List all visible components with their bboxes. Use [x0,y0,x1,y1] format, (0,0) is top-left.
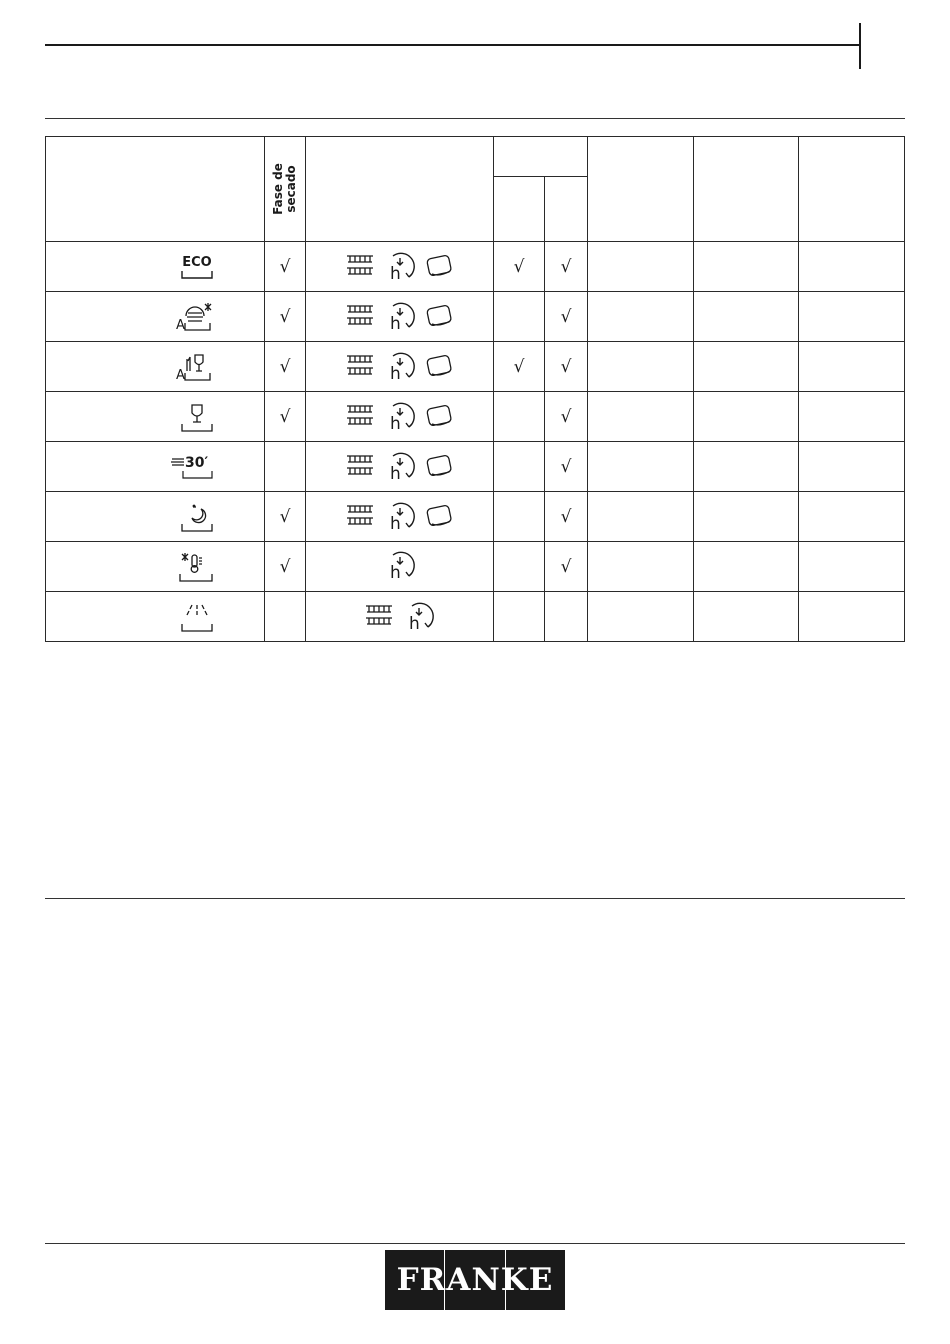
check-b: √ [545,392,588,442]
delay-timer-icon [383,451,417,481]
delay-timer-icon [383,501,417,531]
cell-col-6 [588,342,694,392]
header-col-8 [799,137,905,242]
svg-text:h: h [389,363,401,381]
table-row [46,542,905,592]
cell-col-6 [588,492,694,542]
options-cell [306,492,494,542]
cell-col-8 [799,242,905,292]
check-b [545,592,588,642]
cell-col-7 [694,492,799,542]
svg-text:h: h [389,413,401,431]
drying-check: √ [265,292,306,342]
svg-text:A: A [176,367,185,383]
options-cell [306,242,494,292]
header-drying-phase [265,137,306,242]
half-load-icon [345,253,375,279]
program-icon-cell [46,492,265,542]
program-icon-cell [46,442,265,492]
cell-col-7 [694,542,799,592]
svg-text:ECO: ECO [182,254,212,270]
half-load-icon [345,353,375,379]
cell-col-8 [799,292,905,342]
eco-program-icon [180,252,214,282]
delay-timer-icon [383,550,417,580]
brand-name: FRANKE [396,1262,554,1298]
quick-30-icon [170,452,214,482]
header-subcol-a [494,177,545,242]
cell-col-8 [799,542,905,592]
table-row [46,342,905,392]
svg-text:h: h [389,313,401,331]
options-cell [306,342,494,392]
program-icon-cell [46,342,265,392]
tablet-icon [425,403,455,429]
header-subcol-b [545,177,588,242]
program-icon-cell [46,542,265,592]
check-b: √ [545,342,588,392]
svg-text:h: h [389,463,401,481]
check-a [494,542,545,592]
cell-col-7 [694,442,799,492]
table-row [46,592,905,642]
svg-text:h: h [389,513,401,531]
half-load-icon [345,503,375,529]
auto-normal-icon [174,351,214,383]
table-row [46,242,905,292]
tablet-icon [425,353,455,379]
delay-timer-icon [383,351,417,381]
half-load-icon [345,403,375,429]
check-a [494,592,545,642]
cell-col-8 [799,492,905,542]
table-row [46,442,905,492]
header-program-name [46,137,265,242]
svg-text:h: h [408,613,420,631]
svg-text:h: h [389,562,401,580]
cell-col-6 [588,292,694,342]
options-cell [306,542,494,592]
check-a [494,442,545,492]
check-b: √ [545,492,588,542]
check-a [494,392,545,442]
program-icon-cell [46,292,265,342]
header-col-6 [588,137,694,242]
delay-timer-icon [383,251,417,281]
drying-check: √ [265,342,306,392]
auto-intensive-icon [174,301,214,333]
svg-text:30′: 30′ [185,454,209,471]
cell-col-7 [694,592,799,642]
program-icon-cell [46,392,265,442]
delicate-glass-icon [180,401,214,433]
cell-col-8 [799,592,905,642]
cell-col-8 [799,392,905,442]
top-tick [859,23,861,69]
header-options [306,137,494,242]
drying-phase-label-1: Fase de [271,163,285,215]
drying-check: √ [265,242,306,292]
delay-timer-icon [383,301,417,331]
rule-middle [45,898,905,899]
program-icon-cell [46,592,265,642]
night-silent-icon [180,501,214,533]
tablet-icon [425,453,455,479]
top-rule [45,44,860,46]
drying-check: √ [265,542,306,592]
check-a: √ [494,342,545,392]
delay-timer-icon [383,401,417,431]
brand-logo [385,1250,565,1310]
cell-col-6 [588,442,694,492]
check-b: √ [545,242,588,292]
cell-col-7 [694,292,799,342]
tablet-icon [425,303,455,329]
cell-col-7 [694,392,799,442]
program-icon-cell [46,242,265,292]
options-cell [306,442,494,492]
cell-col-7 [694,342,799,392]
cell-col-8 [799,342,905,392]
table-row [46,292,905,342]
tablet-icon [425,503,455,529]
half-load-icon [345,453,375,479]
check-b: √ [545,292,588,342]
cell-col-6 [588,542,694,592]
options-cell [306,292,494,342]
check-a [494,292,545,342]
cell-col-6 [588,392,694,442]
program-table [45,136,905,642]
cell-col-8 [799,442,905,492]
svg-text:A: A [176,317,185,333]
table-row [46,492,905,542]
cell-col-6 [588,592,694,642]
drying-check [265,442,306,492]
half-load-icon [345,303,375,329]
cell-col-7 [694,242,799,292]
drying-check: √ [265,392,306,442]
check-a [494,492,545,542]
rule-footer [45,1243,905,1244]
check-b: √ [545,542,588,592]
rule-upper [45,118,905,119]
header-col-7 [694,137,799,242]
check-a: √ [494,242,545,292]
tablet-icon [425,253,455,279]
drying-phase-label-2: secado [284,165,298,213]
delay-timer-icon [402,601,436,631]
drying-check [265,592,306,642]
cell-col-6 [588,242,694,292]
hygiene-sanitize-icon [178,551,214,583]
header-group [494,137,588,177]
prewash-rinse-icon [180,601,214,633]
svg-text:h: h [389,263,401,281]
options-cell [306,392,494,442]
drying-check: √ [265,492,306,542]
half-load-icon [364,603,394,629]
table-row [46,392,905,442]
options-cell [306,592,494,642]
check-b: √ [545,442,588,492]
